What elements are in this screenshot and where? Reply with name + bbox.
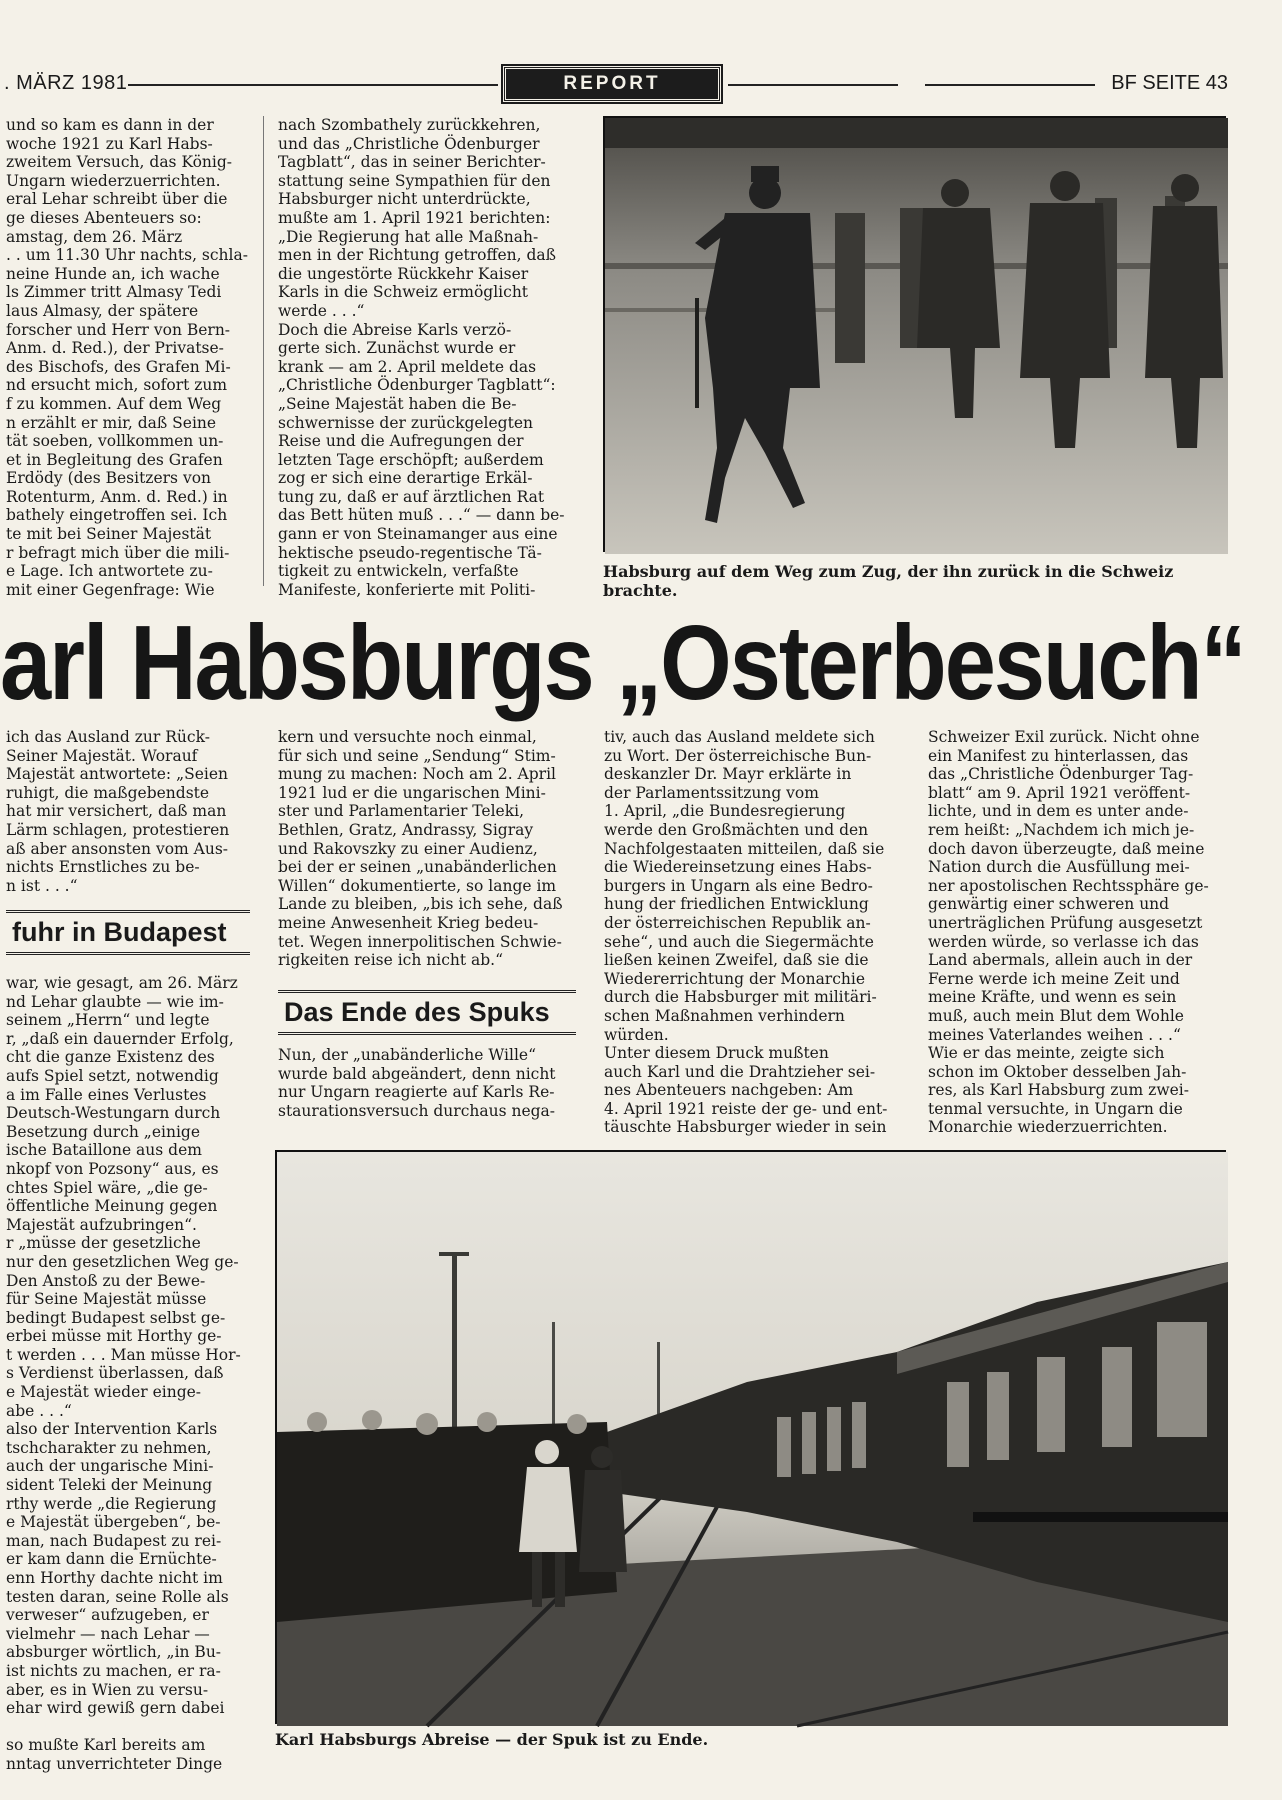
header-date: . MÄRZ 1981	[4, 72, 128, 94]
text-line: e Majestät übergeben“, be-	[6, 1513, 221, 1532]
text-line: kern und versuchte noch einmal,	[278, 728, 537, 746]
text-line: absburger wörtlich, „in Bu-	[6, 1643, 222, 1662]
photo-train-departure	[275, 1150, 1226, 1724]
text-line: muß, auch mein Blut dem Wohle	[928, 1006, 1184, 1025]
text-line: das „Christliche Ödenburger Tag-	[928, 765, 1194, 784]
photo-2-caption: Karl Habsburgs Abreise — der Spuk ist zu Ende.	[275, 1730, 709, 1749]
text-line: des Bischofs, des Grafen Mi-	[6, 357, 231, 376]
subheading-ende-des-spuks: Das Ende des Spuks	[278, 990, 576, 1035]
text-line: erbei müsse mit Horthy ge-	[6, 1327, 222, 1346]
text-line: rthy werde „die Regierung	[6, 1494, 217, 1513]
text-line: Majestät aufzubringen“.	[6, 1215, 197, 1234]
text-line: seinem „Herrn“ und legte	[6, 1011, 210, 1030]
text-line: f zu kommen. Auf dem Weg	[6, 394, 222, 413]
text-line: Anm. d. Red.), der Privatse-	[6, 339, 224, 358]
text-line: auch der ungarische Mini-	[6, 1457, 214, 1476]
text-line: nur Ungarn reagierte auf Karls Re-	[278, 1083, 555, 1102]
text-line: mung zu machen: Noch am 2. April	[278, 765, 557, 784]
text-line: Deutsch-Westungarn durch	[6, 1104, 221, 1123]
text-line: te mit bei Seiner Majestät	[6, 525, 212, 544]
text-line: et in Begleitung des Grafen	[6, 450, 223, 469]
text-line: staurationsversuch durchaus nega-	[278, 1101, 556, 1120]
text-line: e Lage. Ich antwortete zu-	[6, 562, 213, 581]
text-line: genwärtig einer schweren und	[928, 895, 1170, 914]
text-line: doch davon überzeugte, daß meine	[928, 839, 1205, 858]
text-line: Schweizer Exil zurück. Nicht ohne	[928, 728, 1200, 746]
text-line: gerte sich. Zunächst wurde er	[278, 339, 516, 358]
text-line: Habsburger nicht unterdrückte,	[278, 190, 531, 209]
text-line: ls Zimmer tritt Almasy Tedi	[6, 283, 222, 302]
text-line: zog er sich eine derartige Erkäl-	[278, 469, 533, 488]
text-line: ließen keinen Zweifel, daß sie die	[604, 951, 869, 970]
text-line: woche 1921 zu Karl Habs-	[6, 134, 213, 153]
text-line: Karls in die Schweiz ermöglicht	[278, 283, 529, 302]
text-line: öffentliche Meinung gegen	[6, 1197, 218, 1216]
text-line: a im Falle eines Verlustes	[6, 1085, 207, 1104]
headline: arl Habsburgs „Osterbesuch“	[0, 604, 1245, 722]
text-line: s Verdienst überlassen, daß	[6, 1364, 224, 1383]
text-line: 4. April 1921 reiste der ge- und ent-	[604, 1099, 888, 1118]
text-line: rigkeiten reise ich nicht ab.“	[278, 951, 504, 970]
text-line: täuschte Habsburger wieder in sein	[604, 1118, 887, 1137]
text-line: werde den Großmächten und den	[604, 820, 869, 839]
text-line: gann er von Steinamanger aus eine	[278, 525, 558, 544]
text-line: der österreichischen Republik an-	[604, 913, 871, 932]
text-line: lichte, und in dem es unter ande-	[928, 802, 1189, 821]
text-line: tet. Wegen innerpolitischen Schwie-	[278, 932, 562, 951]
text-line: 1. April, „die Bundesregierung	[604, 802, 846, 821]
header-rule-right	[925, 84, 1095, 86]
text-line: aufs Spiel setzt, notwendig	[6, 1066, 219, 1085]
text-line: Den Anstoß zu der Bewe-	[6, 1271, 206, 1290]
text-line: tung zu, daß er auf ärztlichen Rat	[278, 487, 545, 506]
text-line: sident Teleki der Meinung	[6, 1476, 213, 1495]
text-line: res, als Karl Habsburg zum zwei-	[928, 1081, 1189, 1100]
text-line: ner apostolischen Rechtssphäre ge-	[928, 876, 1209, 895]
text-line: würden.	[604, 1025, 669, 1044]
text-line: hung der friedlichen Entwicklung	[604, 895, 869, 914]
text-line: stattung seine Sympathien für den	[278, 171, 551, 190]
text-line: men in der Richtung getroffen, daß	[278, 246, 557, 265]
text-line: eral Lehar schreibt über die	[6, 190, 228, 209]
text-line: Majestät antwortete: „Seien	[6, 765, 229, 784]
text-line: tenmal versuchte, in Ungarn die	[928, 1099, 1183, 1118]
mid-column-4	[928, 728, 1228, 1140]
text-line: ster und Parlamentarier Teleki,	[278, 802, 525, 821]
text-line: Ungarn wiederzuerrichten.	[6, 171, 221, 190]
text-line: Lärm schlagen, protestieren	[6, 820, 230, 839]
text-line: werde . . .“	[278, 301, 365, 320]
text-line: meines Vaterlandes weihen . . .“	[928, 1025, 1181, 1044]
page-header	[0, 66, 1282, 106]
text-line: ge dieses Abenteuers so:	[6, 208, 202, 227]
mid-column-1-intro	[6, 728, 250, 898]
text-line: nd ersucht mich, sofort zum	[6, 376, 228, 395]
text-line: ein Manifest zu hinterlassen, das	[928, 746, 1189, 765]
text-line: Seiner Majestät. Worauf	[6, 746, 198, 765]
text-line: zu Wort. Der österreichische Bun-	[604, 746, 872, 765]
text-line: Ferne werde ich meine Zeit und	[928, 969, 1180, 988]
text-line: letzten Tage erschöpft; außerdem	[278, 450, 544, 469]
text-line: tschcharakter zu nehmen,	[6, 1438, 212, 1457]
text-line: hektische pseudo-regentische Tä-	[278, 543, 542, 562]
text-line: ist nichts zu machen, er ra-	[6, 1661, 221, 1680]
text-line: „Christliche Ödenburger Tagblatt“:	[278, 376, 556, 395]
text-line: Unter diesem Druck mußten	[604, 1044, 829, 1063]
text-line: auch Karl und die Drahtzieher sei-	[604, 1062, 876, 1081]
photo-1-illustration	[605, 118, 1228, 554]
text-line: nur den gesetzlichen Weg ge-	[6, 1252, 239, 1271]
text-line: amstag, dem 26. März	[6, 227, 183, 246]
text-line: er kam dann die Ernüchte-	[6, 1550, 217, 1569]
text-line: war, wie gesagt, am 26. März	[6, 974, 238, 992]
text-line: meine Anwesenheit Krieg bedeu-	[278, 913, 539, 932]
text-line: also der Intervention Karls	[6, 1420, 218, 1439]
text-line: Tagblatt“, das in seiner Berichter-	[278, 153, 546, 172]
header-page-number: BF SEITE 43	[1111, 72, 1228, 94]
text-line: bedingt Budapest selbst ge-	[6, 1308, 226, 1327]
text-line: enn Horthy dachte nicht im	[6, 1569, 223, 1587]
text-line: e Majestät wieder einge-	[6, 1383, 202, 1402]
text-line: und das „Christliche Ödenburger	[278, 134, 540, 153]
text-line: forscher und Herr von Bern-	[6, 320, 231, 339]
text-line: n erzählt er mir, daß Seine	[6, 413, 217, 432]
text-line: krank — am 2. April meldete das	[278, 357, 537, 376]
text-line: für Seine Majestät müsse	[6, 1290, 207, 1309]
text-line: Reise und die Aufregungen der	[278, 432, 524, 451]
text-line: Monarchie wiederzuerrichten.	[928, 1118, 1168, 1137]
text-line: nntag unverrichteter Dinge	[6, 1754, 223, 1773]
text-line: so mußte Karl bereits am	[6, 1736, 206, 1755]
text-line: tät soeben, vollkommen un-	[6, 432, 224, 451]
text-line: die Wiedereinsetzung eines Habs-	[604, 858, 872, 877]
photo-habsburg-walking	[603, 116, 1226, 552]
text-line: und so kam es dann in der	[6, 116, 214, 134]
subheading-budapest: fuhr in Budapest	[6, 910, 250, 955]
text-line: man, nach Budapest zu rei-	[6, 1531, 222, 1550]
text-line: rem heißt: „Nachdem ich mich je-	[928, 820, 1195, 839]
text-line: nes Abenteuers nachgeben: Am	[604, 1081, 854, 1100]
text-line: ehar wird gewiß gern dabei	[6, 1699, 225, 1718]
text-line: t werden . . . Man müsse Hor-	[6, 1345, 241, 1364]
text-line: Doch die Abreise Karls verzö-	[278, 320, 512, 339]
text-line: Erdödy (des Besitzers von	[6, 469, 212, 488]
text-line: nach Szombathely zurückkehren,	[278, 116, 541, 134]
text-line: . . um 11.30 Uhr nachts, schla-	[6, 246, 248, 265]
text-line: bathely eingetroffen sei. Ich	[6, 506, 228, 525]
text-line: tiv, auch das Ausland meldete sich	[604, 728, 875, 746]
text-line: Nun, der „unabänderliche Wille“	[278, 1046, 537, 1064]
text-line: schon im Oktober desselben Jah-	[928, 1062, 1187, 1081]
mid-column-1-body	[6, 974, 250, 1774]
text-line: nkopf von Pozsony“ aus, es	[6, 1159, 219, 1178]
header-rule-left	[128, 84, 498, 86]
text-line: Manifeste, konferierte mit Politi-	[278, 580, 536, 599]
text-line: vielmehr — nach Lehar —	[6, 1624, 210, 1643]
text-line: für sich und seine „Sendung“ Stim-	[278, 746, 556, 765]
text-line: und Rakovszky zu einer Audienz,	[278, 839, 538, 858]
text-line: Willen“ dokumentierte, so lange im	[278, 876, 557, 895]
text-line: tigkeit zu entwickeln, verfaßte	[278, 562, 519, 581]
text-line: Wiedererrichtung der Monarchie	[604, 969, 866, 988]
text-line: meine Kräfte, und wenn es sein	[928, 988, 1177, 1007]
text-line: ich das Ausland zur Rück-	[6, 728, 210, 746]
text-line: hat mir versichert, daß man	[6, 802, 227, 821]
text-line: „Die Regierung hat alle Maßnah-	[278, 227, 539, 246]
text-line: mit einer Gegenfrage: Wie	[6, 580, 215, 599]
text-line: „Seine Majestät haben die Be-	[278, 394, 517, 413]
text-line: unerträglichen Prüfung ausgesetzt	[928, 913, 1203, 932]
text-line: laus Almasy, der spätere	[6, 301, 199, 320]
text-line: mußte am 1. April 1921 berichten:	[278, 208, 551, 227]
text-line: neine Hunde an, ich wache	[6, 264, 220, 283]
photo-2-illustration	[277, 1152, 1228, 1726]
text-line: testen daran, seine Rolle als	[6, 1587, 229, 1606]
text-line: wurde bald abgeändert, denn nicht	[278, 1064, 556, 1083]
text-line: aß aber ansonsten vom Aus-	[6, 839, 229, 858]
text-line: r „müsse der gesetzliche	[6, 1234, 201, 1253]
text-line: Lande zu bleiben, „bis ich sehe, daß	[278, 895, 563, 914]
top-column-1	[6, 116, 250, 599]
mid-column-2-body	[278, 1046, 576, 1126]
text-line	[6, 1718, 250, 1737]
text-line: n ist . . .“	[6, 876, 78, 895]
mid-column-3	[604, 728, 902, 1140]
text-line: nd Lehar glaubte — wie im-	[6, 992, 224, 1011]
text-line: Rotenturm, Anm. d. Red.) in	[6, 487, 228, 506]
text-line: der Parlamentssitzung vom	[604, 783, 819, 802]
text-line: Besetzung durch „einige	[6, 1122, 200, 1141]
text-line: r, „daß ein dauernder Erfolg,	[6, 1029, 234, 1048]
header-rule-mid	[728, 84, 898, 86]
text-line: r befragt mich über die mili-	[6, 543, 230, 562]
text-line: 1921 lud er die ungarischen Mini-	[278, 783, 546, 802]
text-line: Nachfolgestaaten mitteilen, daß sie	[604, 839, 885, 858]
text-line: Land abermals, allein auch in der	[928, 951, 1193, 970]
text-line: cht die ganze Existenz des	[6, 1048, 215, 1067]
text-line: ische Bataillone aus dem	[6, 1141, 202, 1160]
text-line: verweser“ aufzugeben, er	[6, 1606, 209, 1625]
text-line: ruhigt, die maßgebendste	[6, 783, 210, 802]
text-line: schen Maßnahmen verhindern	[604, 1006, 845, 1025]
text-line: zweitem Versuch, das König-	[6, 153, 233, 172]
text-line: Bethlen, Gratz, Andrassy, Sigray	[278, 820, 534, 839]
text-line: werden würde, so verlasse ich das	[928, 932, 1199, 951]
column-divider	[263, 116, 264, 586]
section-label: REPORT	[503, 66, 721, 102]
text-line: die ungestörte Rückkehr Kaiser	[278, 264, 529, 283]
text-line: durch die Habsburger mit militäri-	[604, 988, 877, 1007]
text-line: schwernisse der zurückgelegten	[278, 413, 533, 432]
top-column-2	[278, 116, 576, 599]
text-line: chtes Spiel wäre, „die ge-	[6, 1178, 208, 1197]
photo-1-caption: Habsburg auf dem Weg zum Zug, der ihn zurück in die Schweiz brachte.	[603, 562, 1174, 600]
text-line: blatt“ am 9. April 1921 veröffent-	[928, 783, 1191, 802]
text-line: sehe“, und auch die Siegermächte	[604, 932, 874, 951]
text-line: Wie er das meinte, zeigte sich	[928, 1044, 1165, 1063]
text-line: burgers in Ungarn als eine Bedro-	[604, 876, 873, 895]
text-line: nichts Ernstliches zu be-	[6, 858, 200, 877]
text-line: deskanzler Dr. Mayr erklärte in	[604, 765, 852, 784]
text-line: aber, es in Wien zu versu-	[6, 1680, 209, 1699]
mid-column-2-intro	[278, 728, 576, 978]
text-line: Nation durch die Ausfüllung mei-	[928, 858, 1190, 877]
text-line: abe . . .“	[6, 1401, 72, 1420]
text-line: das Bett hüten muß . . .“ — dann be-	[278, 506, 565, 525]
text-line: bei der er seinen „unabänderlichen	[278, 858, 557, 877]
